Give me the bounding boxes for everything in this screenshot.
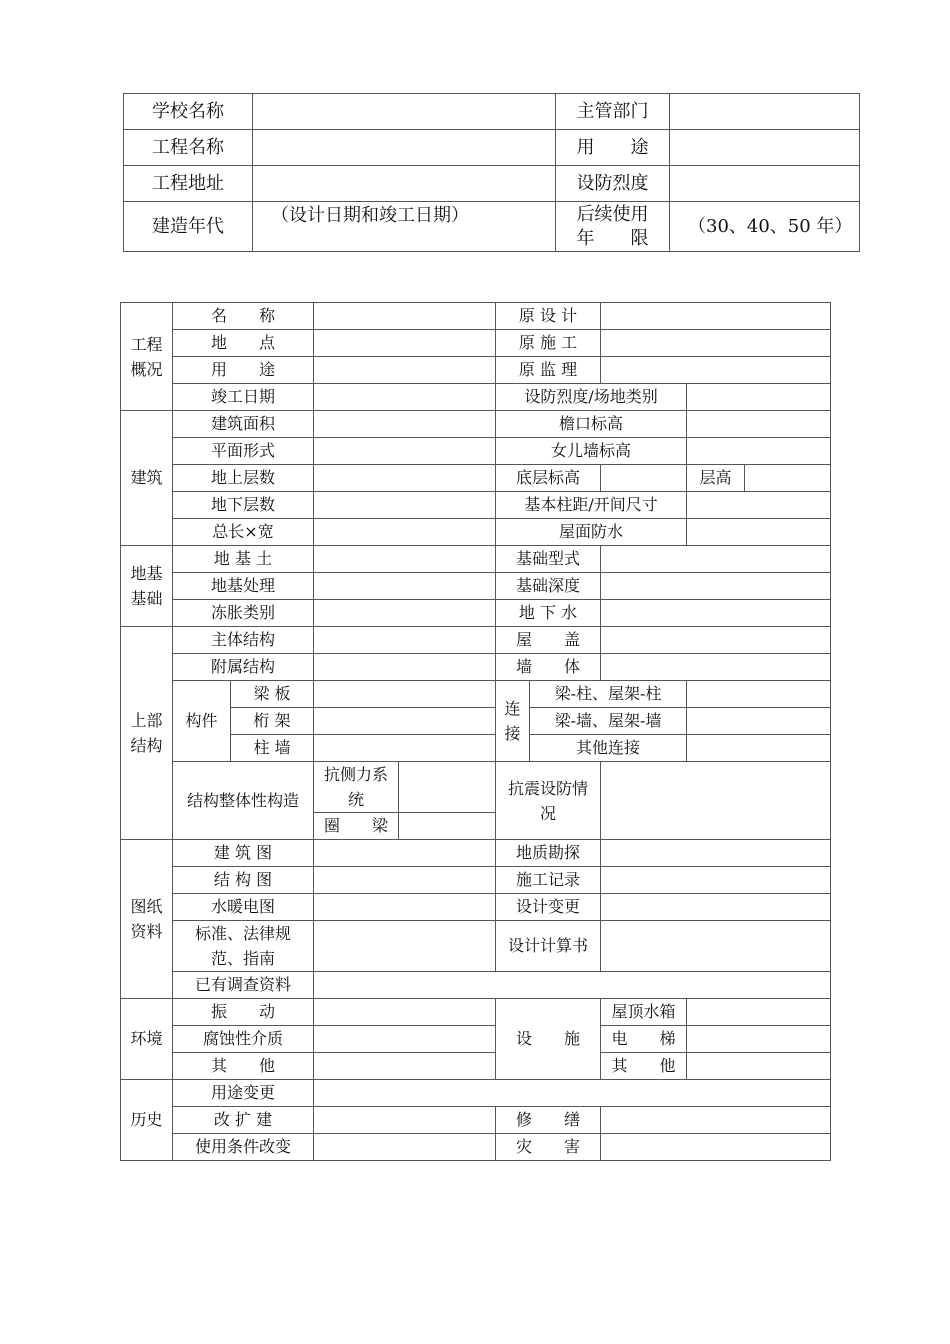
remaining-life-line2: 年 限 [576,227,649,249]
school-name-value[interactable] [253,94,556,130]
plan-value[interactable] [314,438,496,465]
section-foundation-title: 地基 基础 [121,546,173,627]
name-label: 名 称 [173,303,314,330]
remaining-life-hint[interactable]: （30、40、50 年） [670,202,860,252]
frost-value[interactable] [314,600,496,627]
project-name-label: 工程名称 [124,130,253,166]
aux-struct-label: 附属结构 [173,654,314,681]
orig-build-label: 原 施 工 [496,330,601,357]
standards-value[interactable] [314,921,496,972]
lxw-value[interactable] [314,519,496,546]
disaster-label: 灾 害 [496,1134,601,1161]
struct-drawing-value[interactable] [314,867,496,894]
above-value[interactable] [314,465,496,492]
remaining-life-label [556,202,670,252]
intensity-site-value[interactable] [687,384,831,411]
disaster-value[interactable] [601,1134,831,1161]
facility-other-value[interactable] [687,1053,831,1080]
design-change-value[interactable] [601,894,831,921]
condition-change-label: 使用条件改变 [173,1134,314,1161]
school-name-label: 学校名称 [124,94,253,130]
complete-date-value[interactable] [314,384,496,411]
ground-water-value[interactable] [601,600,831,627]
lateral-system-label: 抗侧力系 统 [314,762,399,813]
repair-value[interactable] [601,1107,831,1134]
corrosive-label: 腐蚀性介质 [173,1026,314,1053]
orig-build-value[interactable] [601,330,831,357]
expansion-value[interactable] [314,1107,496,1134]
column-label: 基本柱距/开间尺寸 [496,492,687,519]
lxw-label: 总长×宽 [173,519,314,546]
usage-label: 用 途 [556,130,670,166]
project-name-value[interactable] [253,130,556,166]
soil-label: 地 基 土 [173,546,314,573]
seismic-label: 抗震设防情 况 [496,762,601,840]
section-environment-title: 环境 [121,999,173,1080]
construction-record-label: 施工记录 [496,867,601,894]
parapet-value[interactable] [687,438,831,465]
ground-water-label: 地 下 水 [496,600,601,627]
elevator-label: 电 梯 [601,1026,687,1053]
truss-label: 桁 架 [231,708,314,735]
found-depth-value[interactable] [601,573,831,600]
conn-beam-col-label: 梁-柱、屋架-柱 [530,681,687,708]
intensity-label: 设防烈度 [556,166,670,202]
floor-height-value[interactable] [745,465,831,492]
section-history-title: 历史 [121,1080,173,1161]
geo-survey-label: 地质勘探 [496,840,601,867]
standards-label: 标准、法律规 范、指南 [173,921,314,972]
below-value[interactable] [314,492,496,519]
connection-label: 连 接 [496,681,530,762]
mep-drawing-label: 水暖电图 [173,894,314,921]
roof-wp-label: 屋面防水 [496,519,687,546]
basic-info-table [123,93,860,252]
orig-supervise-label: 原 监 理 [496,357,601,384]
soil-value[interactable] [314,546,496,573]
project-addr-value[interactable] [253,166,556,202]
section-building-title: 建筑 [121,411,173,546]
conn-other-label: 其他连接 [530,735,687,762]
usage2-value[interactable] [314,357,496,384]
usage-value[interactable] [670,130,860,166]
treat-value[interactable] [314,573,496,600]
roof-wp-value[interactable] [687,519,831,546]
section-overview-title: 工程 概况 [121,303,173,411]
name-value[interactable] [314,303,496,330]
integrity-label: 结构整体性构造 [173,762,314,840]
above-label: 地上层数 [173,465,314,492]
beam-slab-label: 梁 板 [231,681,314,708]
complete-date-label: 竣工日期 [173,384,314,411]
ring-beam-value[interactable] [399,813,496,840]
frost-label: 冻胀类别 [173,600,314,627]
survey-table [120,302,831,1161]
found-type-value[interactable] [601,546,831,573]
treat-label: 地基处理 [173,573,314,600]
arch-drawing-label: 建 筑 图 [173,840,314,867]
location-label: 地 点 [173,330,314,357]
calc-book-label: 设计计算书 [496,921,601,972]
env-other-value[interactable] [314,1053,496,1080]
location-value[interactable] [314,330,496,357]
construction-record-value[interactable] [601,867,831,894]
found-depth-label: 基础深度 [496,573,601,600]
elevator-value[interactable] [687,1026,831,1053]
expansion-label: 改 扩 建 [173,1107,314,1134]
parapet-label: 女儿墙标高 [496,438,687,465]
member-label: 构件 [173,681,231,762]
mep-drawing-value[interactable] [314,894,496,921]
build-era-label: 建造年代 [124,202,253,252]
beam-slab-value[interactable] [314,681,496,708]
condition-change-value[interactable] [314,1134,496,1161]
use-change-value[interactable] [314,1080,831,1107]
ring-beam-label: 圈 梁 [314,813,399,840]
dept-value[interactable] [670,94,860,130]
orig-supervise-value[interactable] [601,357,831,384]
conn-other-value[interactable] [687,735,831,762]
column-value[interactable] [687,492,831,519]
orig-design-label: 原 设 计 [496,303,601,330]
geo-survey-value[interactable] [601,840,831,867]
main-struct-value[interactable] [314,627,496,654]
intensity-site-label: 设防烈度/场地类别 [496,384,687,411]
section-superstructure-title: 上部 结构 [121,627,173,840]
calc-book-value[interactable] [601,921,831,972]
plan-label: 平面形式 [173,438,314,465]
conn-beam-wall-value[interactable] [687,708,831,735]
section-drawings-title: 图纸 资料 [121,840,173,999]
seismic-value[interactable] [601,762,831,840]
intensity-value[interactable] [670,166,860,202]
repair-label: 修 缮 [496,1107,601,1134]
conn-beam-wall-label: 梁-墙、屋架-墙 [530,708,687,735]
wall-value[interactable] [601,654,831,681]
below-label: 地下层数 [173,492,314,519]
facility-other-label: 其 他 [601,1053,687,1080]
dept-label: 主管部门 [556,94,670,130]
found-type-label: 基础型式 [496,546,601,573]
usage2-label: 用 途 [173,357,314,384]
wall-label: 墙 体 [496,654,601,681]
col-wall-label: 柱 墙 [231,735,314,762]
area-value[interactable] [314,411,496,438]
roof-tank-label: 屋顶水箱 [601,999,687,1026]
aux-struct-value[interactable] [314,654,496,681]
orig-design-value[interactable] [601,303,831,330]
floor-height-label: 层高 [687,465,745,492]
lateral-system-value[interactable] [399,762,496,813]
project-addr-label: 工程地址 [124,166,253,202]
vibration-value[interactable] [314,999,496,1026]
truss-value[interactable] [314,708,496,735]
eave-value[interactable] [687,411,831,438]
bottom-elev-value[interactable] [601,465,687,492]
main-struct-label: 主体结构 [173,627,314,654]
use-change-label: 用途变更 [173,1080,314,1107]
struct-drawing-label: 结 构 图 [173,867,314,894]
facility-label: 设 施 [496,999,601,1080]
roof-value[interactable] [601,627,831,654]
col-wall-value[interactable] [314,735,496,762]
roof-label: 屋 盖 [496,627,601,654]
conn-beam-col-value[interactable] [687,681,831,708]
env-other-label: 其 他 [173,1053,314,1080]
existing-survey-value[interactable] [314,972,831,999]
arch-drawing-value[interactable] [314,840,496,867]
corrosive-value[interactable] [314,1026,496,1053]
build-era-hint[interactable]: （设计日期和竣工日期） [253,202,556,252]
roof-tank-value[interactable] [687,999,831,1026]
eave-label: 檐口标高 [496,411,687,438]
vibration-label: 振 动 [173,999,314,1026]
design-change-label: 设计变更 [496,894,601,921]
bottom-elev-label: 底层标高 [496,465,601,492]
area-label: 建筑面积 [173,411,314,438]
remaining-life-line1: 后续使用 [576,203,649,225]
existing-survey-label: 已有调查资料 [173,972,314,999]
